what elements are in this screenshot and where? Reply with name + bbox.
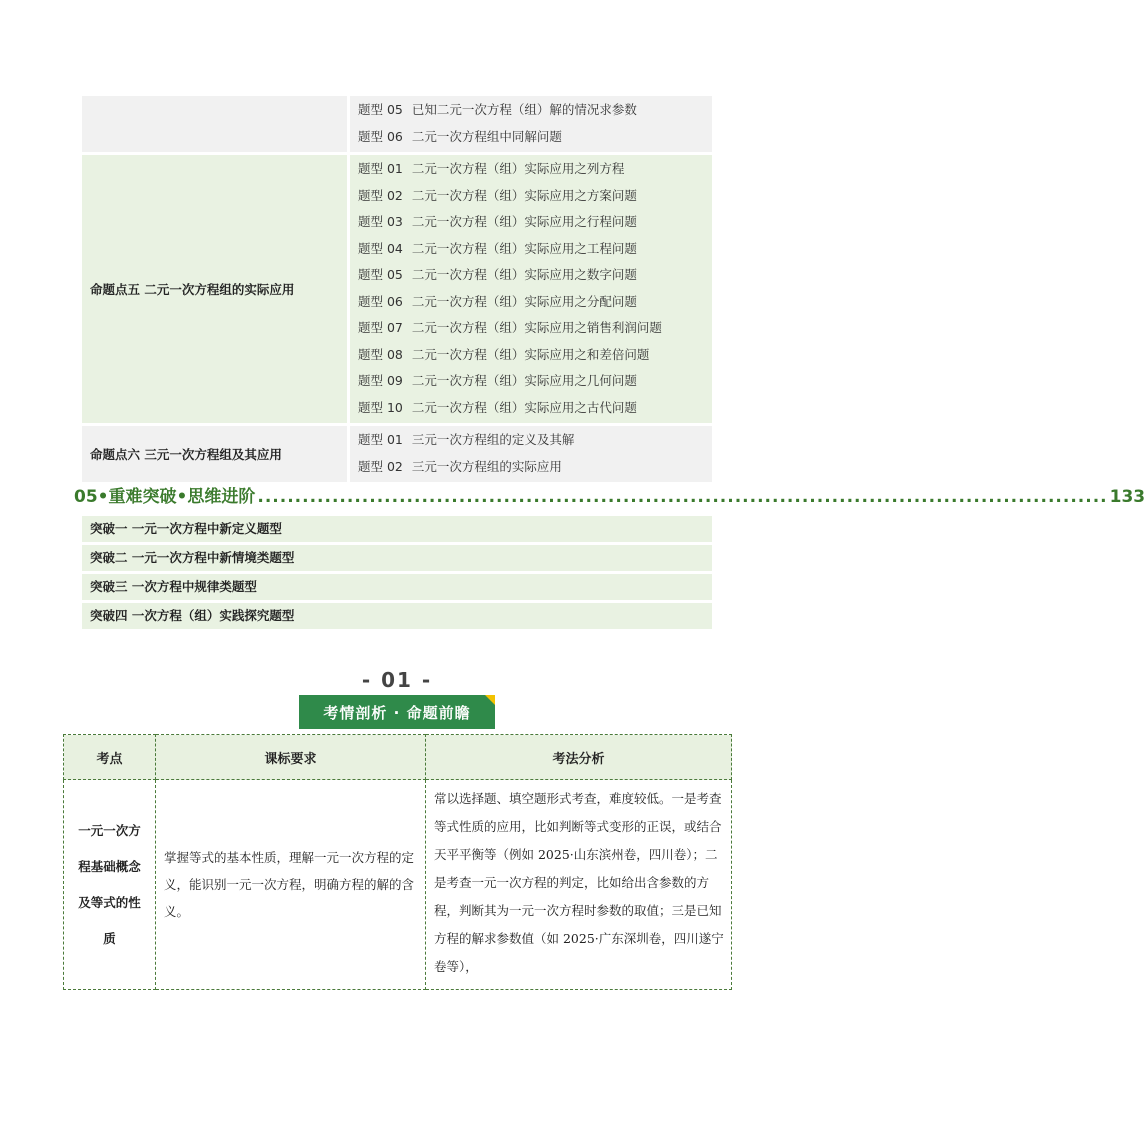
breakthrough-item[interactable]: 突破一 一元一次方程中新定义题型 xyxy=(82,516,712,542)
question-type-title: 二元一次方程（组）实际应用之数字问题 xyxy=(411,267,637,282)
question-type-number: 题型 04 xyxy=(358,240,403,256)
section-heading[interactable] xyxy=(74,482,1145,507)
requirement-cell xyxy=(156,780,426,990)
leader-dots: .................................................................................................................. xyxy=(257,487,1108,507)
breakthrough-item[interactable]: 突破三 一次方程中规律类题型 xyxy=(82,574,712,600)
toc-item[interactable] xyxy=(358,97,712,124)
header-cell: 考法分析 xyxy=(426,735,732,780)
toc-item[interactable] xyxy=(358,156,712,183)
question-type-title: 三元一次方程组的实际应用 xyxy=(411,458,562,474)
question-type-number: 题型 09 xyxy=(358,373,403,388)
toc-table xyxy=(82,96,712,485)
toc-item[interactable] xyxy=(358,368,712,395)
toc-item[interactable] xyxy=(358,262,712,289)
section-banner xyxy=(299,695,495,729)
question-type-number: 题型 10 xyxy=(358,399,403,415)
table-row xyxy=(64,780,732,990)
proposition-point-label[interactable]: 命题点六 三元一次方程组及其应用 xyxy=(82,426,347,482)
question-type-title: 二元一次方程（组）实际应用之分配问题 xyxy=(411,293,637,309)
table-header-row xyxy=(64,735,732,780)
toc-item[interactable] xyxy=(358,395,712,422)
proposition-point-label[interactable] xyxy=(82,96,347,152)
knowledge-point-line: 一元一次方 xyxy=(78,822,141,838)
banner-title: 考情剖析 · 命题前瞻 xyxy=(323,704,471,722)
question-type-number: 题型 06 xyxy=(358,293,403,309)
question-type-number: 题型 03 xyxy=(358,214,403,229)
toc-item[interactable] xyxy=(358,289,712,316)
knowledge-point-line: 程基础概念 xyxy=(78,858,141,874)
toc-item[interactable] xyxy=(358,124,712,151)
question-type-list xyxy=(350,96,712,152)
toc-item[interactable] xyxy=(358,427,712,454)
toc-item[interactable] xyxy=(358,236,712,263)
breakthrough-list xyxy=(82,516,712,632)
toc-item[interactable] xyxy=(358,209,712,236)
toc-row xyxy=(82,426,712,482)
header-cell: 课标要求 xyxy=(156,735,426,780)
analysis-cell xyxy=(426,780,732,990)
breakthrough-item[interactable]: 突破四 一次方程（组）实践探究题型 xyxy=(82,603,712,629)
knowledge-point-line: 及等式的性 xyxy=(78,894,141,910)
toc-item[interactable] xyxy=(358,454,712,481)
knowledge-point-cell xyxy=(64,780,156,990)
question-type-title: 二元一次方程（组）实际应用之工程问题 xyxy=(411,240,637,256)
requirement-text: 掌握等式的基本性质，理解一元一次方程的定义，能识别一元一次方程，明确方程的解的含义。 xyxy=(164,850,415,919)
question-type-number: 题型 01 xyxy=(358,161,403,176)
question-type-number: 题型 02 xyxy=(358,458,403,474)
analysis-text: 常以选择题、填空题形式考查，难度较低。一是考查等式性质的应用，比如判断等式变形的正误，或结合天平平衡等（例如 2025·山东滨州卷，四川卷）；二是考查一元一次方程的判定，比如给出含参数的方程，判断其为一元一次方程时参数的取值；三是已知方程的解求参数值（如 2025·广东深圳卷，四川遂宁卷等）， xyxy=(434,790,724,974)
banner-corner-decoration xyxy=(485,695,495,705)
question-type-title: 二元一次方程（组）实际应用之古代问题 xyxy=(411,399,637,415)
question-type-title: 已知二元一次方程（组）解的情况求参数 xyxy=(411,102,637,117)
question-type-list xyxy=(350,155,712,423)
proposition-point-label[interactable]: 命题点五 二元一次方程组的实际应用 xyxy=(82,155,347,423)
header-cell: 考点 xyxy=(64,735,156,780)
question-type-title: 三元一次方程组的定义及其解 xyxy=(411,432,575,447)
question-type-number: 题型 01 xyxy=(358,432,403,447)
question-type-title: 二元一次方程（组）实际应用之行程问题 xyxy=(411,214,637,229)
exam-analysis-table xyxy=(63,734,732,990)
question-type-number: 题型 06 xyxy=(358,128,403,144)
question-type-title: 二元一次方程（组）实际应用之和差倍问题 xyxy=(411,346,650,362)
question-type-number: 题型 05 xyxy=(358,267,403,282)
toc-row xyxy=(82,155,712,423)
toc-item[interactable] xyxy=(358,183,712,210)
section-title: 05•重难突破•思维进阶 xyxy=(74,487,256,507)
question-type-title: 二元一次方程（组）实际应用之几何问题 xyxy=(411,373,637,388)
question-type-title: 二元一次方程（组）实际应用之销售利润问题 xyxy=(411,320,662,335)
question-type-title: 二元一次方程（组）实际应用之方案问题 xyxy=(411,187,637,203)
question-type-title: 二元一次方程（组）实际应用之列方程 xyxy=(411,161,625,176)
question-type-list xyxy=(350,426,712,482)
chapter-number: - 01 - xyxy=(361,668,433,692)
question-type-number: 题型 08 xyxy=(358,346,403,362)
question-type-number: 题型 05 xyxy=(358,102,403,117)
breakthrough-item[interactable]: 突破二 一元一次方程中新情境类题型 xyxy=(82,545,712,571)
section-page-number: 133 xyxy=(1109,487,1145,507)
toc-item[interactable] xyxy=(358,342,712,369)
toc-row xyxy=(82,96,712,152)
question-type-number: 题型 02 xyxy=(358,187,403,203)
knowledge-point-line: 质 xyxy=(103,930,116,946)
question-type-number: 题型 07 xyxy=(358,320,403,335)
toc-item[interactable] xyxy=(358,315,712,342)
question-type-title: 二元一次方程组中同解问题 xyxy=(411,128,562,144)
